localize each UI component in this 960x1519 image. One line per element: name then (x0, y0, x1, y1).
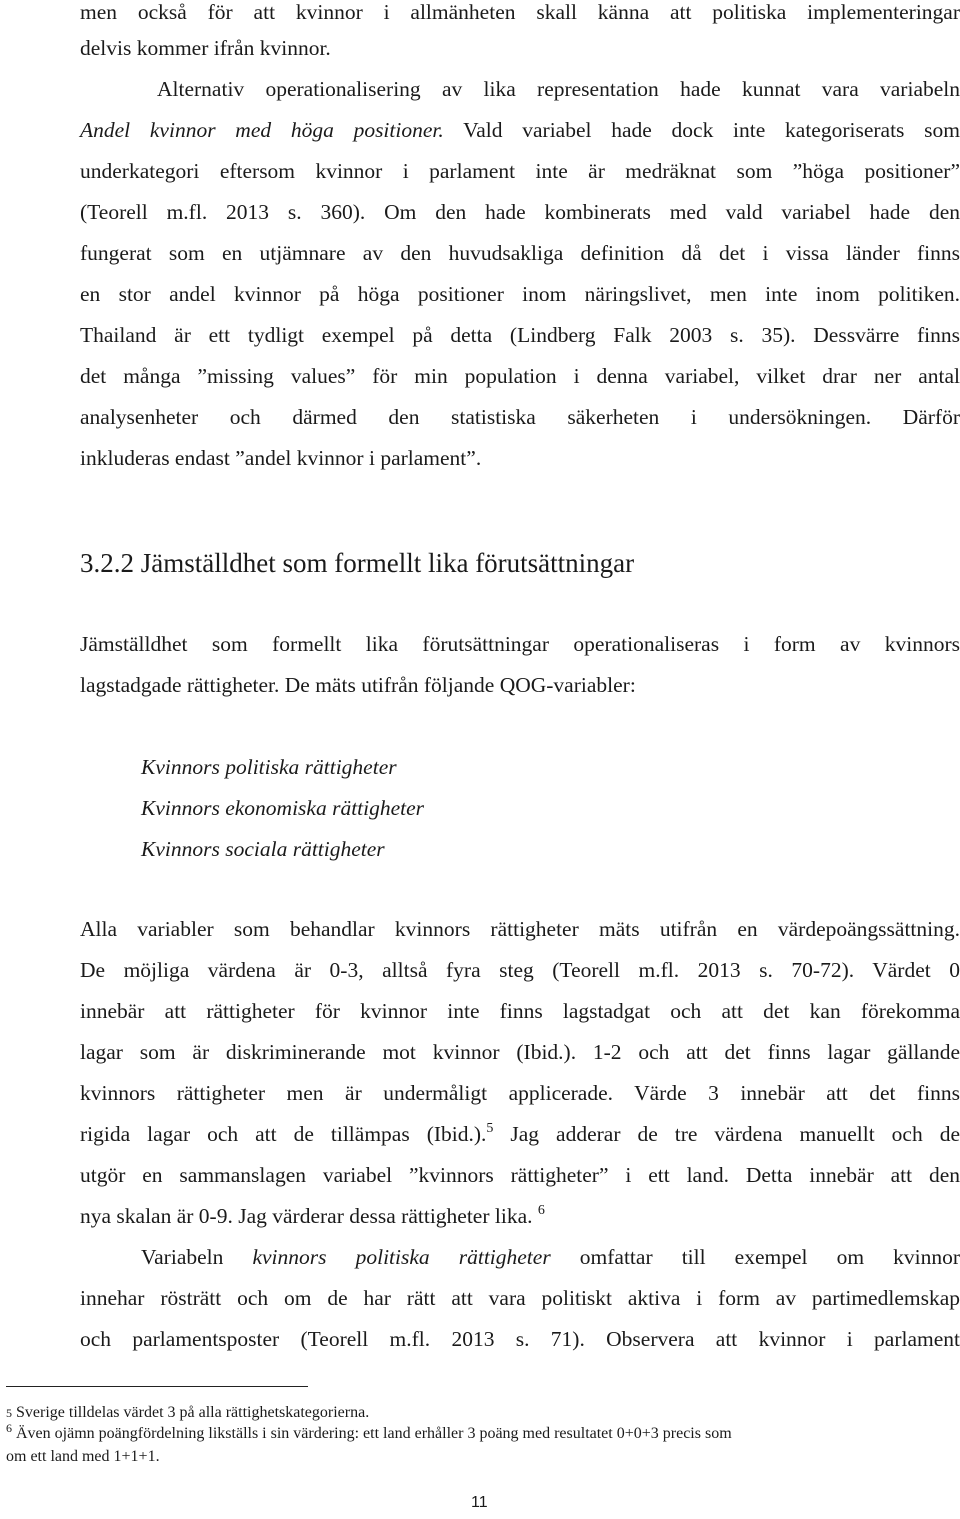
footnote-separator (6, 1386, 308, 1387)
body-text: Variabeln (141, 1245, 253, 1269)
body-line: Jämställdhet som formellt lika förutsättningar operationaliseras i form av kvinnors (80, 632, 960, 656)
footnote-ref: 6 (537, 1203, 545, 1218)
body-line: delvis kommer ifrån kvinnor. (80, 36, 331, 60)
body-line: och parlamentsposter (Teorell m.fl. 2013 s. 71). Observera att kvinnor i parlament (80, 1327, 960, 1351)
body-line: innebär att rättigheter för kvinnor inte finns lagstadgat och att det kan förekomma (80, 999, 960, 1023)
page-number: 11 (471, 1494, 488, 1511)
footnote-mark: 5 (6, 1406, 12, 1420)
body-line: lagar som är diskriminerande mot kvinnor (Ibid.). 1-2 och att det finns lagar gällande (80, 1040, 960, 1064)
italic-term: kvinnors politiska rättigheter (252, 1245, 551, 1269)
footnote-mark: 6 (6, 1421, 12, 1435)
body-text: Vald variabel hade dock inte kategoriserats som (443, 118, 960, 142)
body-line: kvinnors rättigheter men är undermåligt applicerade. Värde 3 innebär att det finns (80, 1081, 960, 1105)
body-line: men också för att kvinnor i allmänheten skall känna att politiska implementeringar (80, 0, 960, 24)
footnote-6-continued: om ett land med 1+1+1. (6, 1448, 160, 1465)
paragraph-first-line (141, 1245, 960, 1270)
variable-list-item: Kvinnors ekonomiska rättigheter (141, 796, 425, 820)
body-line: inkluderas endast ”andel kvinnor i parlament”. (80, 446, 482, 470)
variable-list-item: Kvinnors politiska rättigheter (141, 755, 397, 779)
body-line: utgör en sammanslagen variabel ”kvinnors rättigheter” i ett land. Detta innebär att den (80, 1163, 960, 1187)
body-text: omfattar till exempel om kvinnor (550, 1245, 960, 1269)
body-line: innehar rösträtt och om de har rätt att vara politiskt aktiva i form av partimedlemskap (80, 1286, 960, 1310)
body-line: De möjliga värdena är 0-3, alltså fyra steg (Teorell m.fl. 2013 s. 70-72). Värdet 0 (80, 958, 960, 982)
body-line: Alla variabler som behandlar kvinnors rättigheter mäts utifrån en värdepoängssättning. (80, 917, 960, 941)
variable-list-item: Kvinnors sociala rättigheter (141, 837, 385, 861)
body-line: Thailand är ett tydligt exempel på detta (Lindberg Falk 2003 s. 35). Dessvärre finns (80, 323, 960, 347)
body-line (80, 118, 960, 143)
footnote-ref: 5 (486, 1121, 494, 1136)
body-line: fungerat som en utjämnare av den huvudsakliga definition då det i vissa länder finns (80, 241, 960, 265)
body-text: rigida lagar och att de tillämpas (Ibid.). (80, 1122, 487, 1146)
italic-term: Andel kvinnor med höga positioner. (80, 118, 444, 142)
section-heading: 3.2.2 Jämställdhet som formellt lika förutsättningar (80, 548, 635, 578)
body-line: (Teorell m.fl. 2013 s. 360). Om den hade kombinerats med vald variabel hade den (80, 200, 960, 224)
body-line: det många ”missing values” för min population i denna variabel, vilket drar ner antal (80, 364, 960, 388)
body-text: Jag adderar de tre värdena manuellt och de (493, 1122, 960, 1146)
body-line: en stor andel kvinnor på höga positioner inom näringslivet, men inte inom politiken. (80, 282, 960, 306)
footnote-text: Även ojämn poängfördelning likställs i sin värdering: ett land erhåller 3 poäng med resultatet 0+0+3 precis som (12, 1425, 732, 1442)
footnote-6 (6, 1421, 732, 1443)
body-line: lagstadgade rättigheter. De mäts utifrån följande QOG-variabler: (80, 673, 636, 697)
body-line: underkategori eftersom kvinnor i parlament inte är medräknat som ”höga positioner” (80, 159, 960, 183)
footnote-5 (6, 1404, 369, 1422)
body-line (80, 1204, 960, 1229)
footnote-text: Sverige tilldelas värdet 3 på alla rättighetskategorierna. (12, 1404, 370, 1421)
body-line: analysenheter och därmed den statistiska säkerheten i undersökningen. Därför (80, 405, 960, 429)
body-text: nya skalan är 0-9. Jag värderar dessa rättigheter lika. (80, 1204, 533, 1228)
body-line (80, 1122, 960, 1147)
paragraph-first-line: Alternativ operationalisering av lika representation hade kunnat vara variabeln (157, 77, 960, 101)
